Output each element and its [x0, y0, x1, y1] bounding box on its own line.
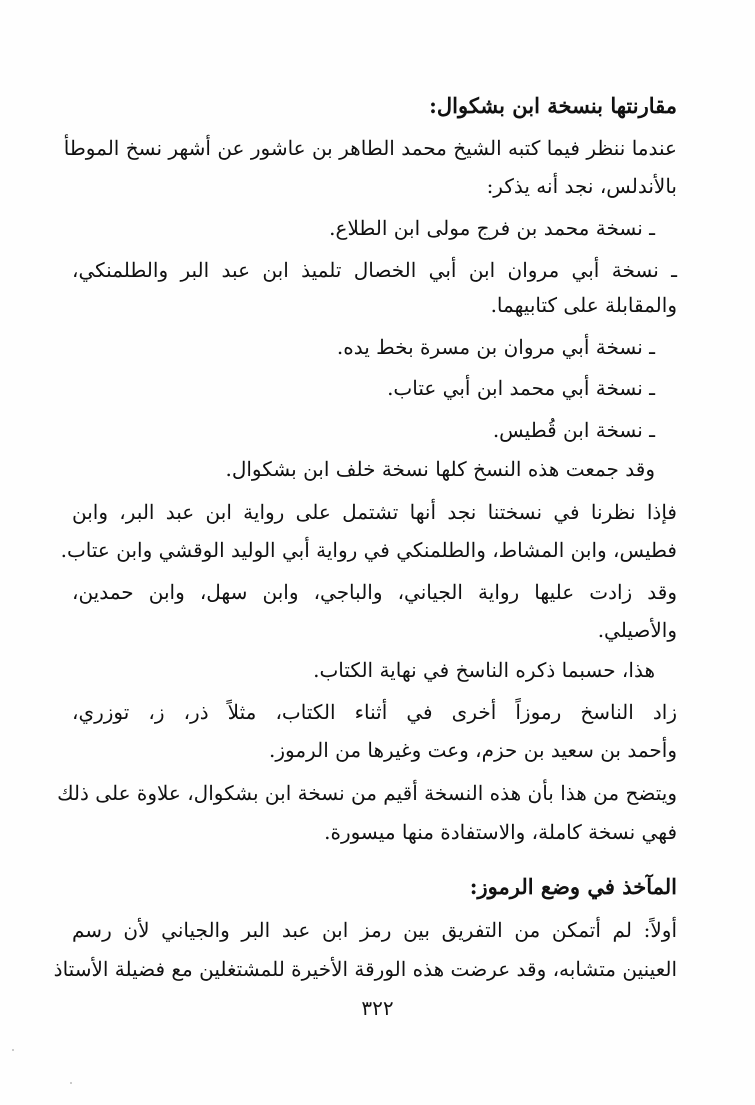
page-number: ٣٢٢ [361, 996, 394, 1020]
list-item: ـ نسخة أبي مروان بن مسرة بخط يده. [336, 335, 655, 359]
paragraph-line: العينين متشابه، وقد عرضت هذه الورقة الأخيرة للمشتغلين مع فضيلة الأستاذ [53, 957, 677, 981]
paragraph-line: وأحمد بن سعيد بن حزم، وعت وغيرها من الرموز. [269, 738, 677, 762]
scan-speck [12, 1049, 14, 1051]
paragraph-line: فإذا نظرنا في نسختنا نجد أنها تشتمل على رواية ابن عبد البر، وابن [72, 500, 677, 524]
section-heading-comparison: مقارنتها بنسخة ابن بشكوال: [429, 93, 677, 118]
paragraph-line: والأصيلي. [597, 618, 677, 642]
section-heading-criticisms: المآخذ في وضع الرموز: [469, 874, 677, 899]
list-item: ـ نسخة ابن قُطيس. [492, 418, 655, 442]
paragraph-line: أولاً: لم أتمكن من التفريق بين رمز ابن عبد البر والجياني لأن رسم [72, 918, 677, 942]
paragraph-line: فطيس، وابن المشاط، والطلمنكي في رواية أبي الوليد الوقشي وابن عتاب. [60, 538, 677, 562]
paragraph-line: عندما ننظر فيما كتبه الشيخ محمد الطاهر بن عاشور عن أشهر نسخ الموطأ [63, 136, 677, 160]
paragraph-line: هذا، حسبما ذكره الناسخ في نهاية الكتاب. [313, 658, 655, 682]
paragraph-line: فهي نسخة كاملة، والاستفادة منها ميسورة. [324, 820, 677, 844]
paragraph-line: ويتضح من هذا بأن هذه النسخة أقيم من نسخة ابن بشكوال، علاوة على ذلك [57, 781, 677, 805]
list-item: ـ نسخة محمد بن فرج مولى ابن الطلاع. [329, 216, 655, 240]
paragraph-line: وقد زادت عليها رواية الجياني، والباجي، وابن سهل، وابن حمدين، [72, 580, 677, 604]
list-item-continuation: والمقابلة على كتابيهما. [490, 293, 677, 317]
list-item: ـ نسخة أبي مروان ابن أبي الخصال تلميذ ابن عبد البر والطلمنكي، [72, 258, 677, 282]
list-item: ـ نسخة أبي محمد ابن أبي عتاب. [387, 376, 655, 400]
paragraph-line: وقد جمعت هذه النسخ كلها نسخة خلف ابن بشكوال. [225, 457, 655, 481]
paragraph-line: زاد الناسخ رموزاً أخرى في أثناء الكتاب، مثلاً ذر، ز، توزري، [72, 700, 677, 724]
paragraph-line: بالأندلس، نجد أنه يذكر: [486, 174, 677, 198]
scan-speck [70, 1082, 72, 1084]
